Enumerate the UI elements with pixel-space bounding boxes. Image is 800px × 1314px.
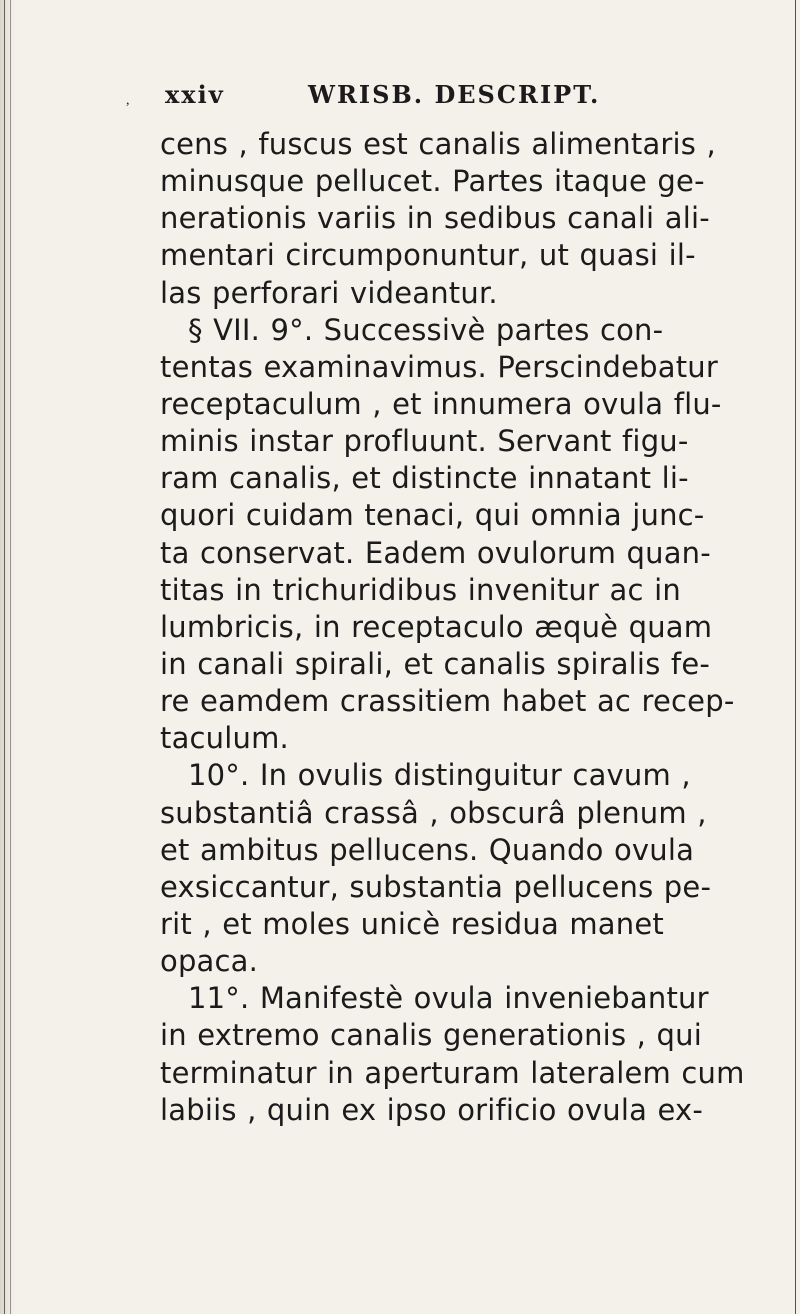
text-line: taculum. — [160, 721, 289, 756]
running-title: WRISB. DESCRIPT. — [308, 80, 601, 109]
page-edge — [0, 0, 14, 1314]
text-line: in extremo canalis generationis , qui — [160, 1018, 702, 1053]
text-line: labiis , quin ex ipso orificio ovula ex- — [160, 1092, 704, 1127]
text-line: opaca. — [160, 944, 259, 979]
page-edge-line — [4, 0, 5, 1314]
text-line: re eamdem crassitiem habet ac recep- — [160, 684, 735, 719]
text-line: quori cuidam tenaci, qui omnia junc- — [160, 498, 705, 533]
text-line: ram canalis, et distincte innatant li- — [160, 461, 689, 496]
margin-mark: , — [126, 93, 130, 108]
text-line: lumbricis, in receptaculo æquè quam — [160, 609, 713, 644]
text-line: las perforari videantur. — [160, 275, 498, 310]
text-line: titas in trichuridibus invenitur ac in — [160, 572, 681, 607]
paragraph-start-line: 10°. In ovulis distinguitur cavum , — [188, 758, 691, 793]
text-line: substantiâ crassâ , obscurâ plenum , — [160, 795, 707, 830]
page-edge-line — [10, 0, 11, 1314]
text-line: in canali spirali, et canalis spiralis fe- — [160, 646, 711, 681]
text-line: cens , fuscus est canalis alimentaris , — [160, 127, 716, 161]
text-line: ta conservat. Eadem ovulorum quan- — [160, 535, 711, 570]
section-heading-line: § VII. 9°. Successivè partes con- — [188, 312, 664, 347]
text-line: tentas examinavimus. Perscindebatur — [160, 349, 718, 384]
text-line: terminatur in aperturam lateralem cum — [160, 1055, 745, 1090]
running-header — [150, 80, 650, 116]
text-line: rit , et moles unicè residua manet — [160, 906, 664, 941]
text-line: minusque pellucet. Partes itaque ge- — [160, 164, 705, 199]
paragraph-start-line: 11°. Manifestè ovula inveniebantur — [188, 981, 709, 1016]
text-line: nerationis variis in sedibus canali ali- — [160, 201, 710, 236]
text-line: mentari circumponuntur, ut quasi il- — [160, 238, 696, 273]
text-line: minis instar profluunt. Servant figu- — [160, 424, 689, 459]
text-line: receptaculum , et innumera ovula flu- — [160, 386, 722, 421]
text-line: exsiccantur, substantia pellucens pe- — [160, 869, 712, 904]
page-number: xxiv — [165, 80, 225, 109]
body-text — [160, 126, 800, 1129]
text-line: et ambitus pellucens. Quando ovula — [160, 832, 695, 867]
